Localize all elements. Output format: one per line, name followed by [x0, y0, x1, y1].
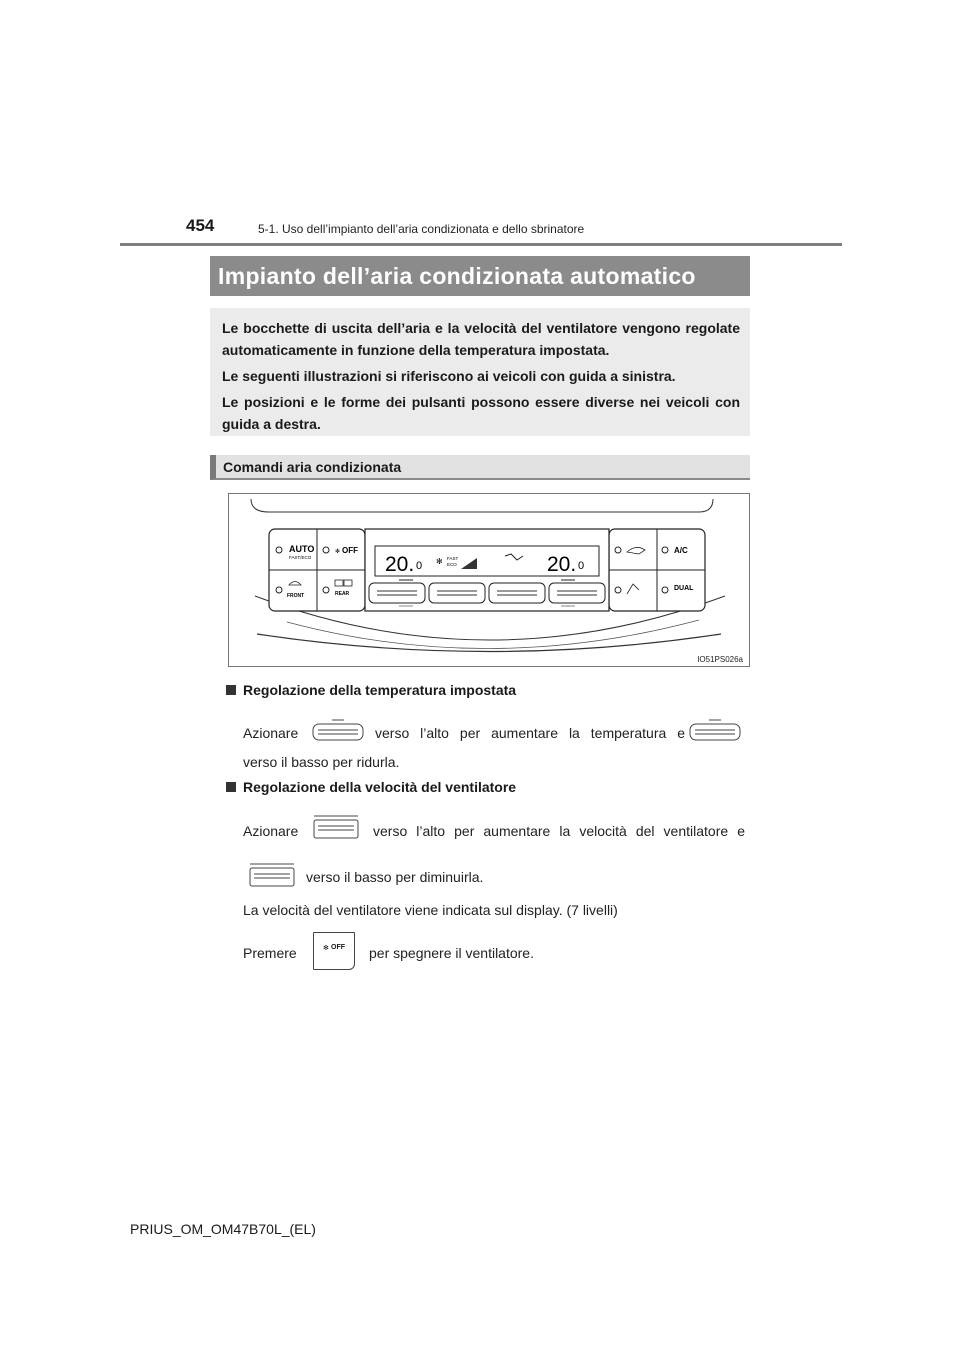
fan-off-text-start: Premere	[243, 945, 297, 961]
page-number: 454	[186, 216, 215, 235]
auto-sub-label: FAST/ECO	[289, 555, 312, 560]
auto-button-label: AUTO	[289, 544, 315, 554]
front-button-label: FRONT	[287, 593, 305, 599]
fan-text-start: Azionare	[243, 823, 299, 839]
temperature-text-down: verso il basso per ridurla.	[243, 754, 400, 770]
bullet-square	[226, 685, 236, 695]
ac-button-label: A/C	[674, 546, 688, 555]
panel-illustration	[229, 494, 749, 666]
intro-paragraph-2: Le seguenti illustrazioni si riferiscono ai veicoli con guida a sinistra.	[222, 368, 676, 384]
temperature-text-start: Azionare	[243, 725, 299, 741]
fan-speed-rocker-left[interactable]	[429, 583, 485, 603]
fan-speed-heading-text: Regolazione della velocità del ventilatore	[243, 779, 517, 795]
subsection-heading: Comandi aria condizionata	[210, 455, 750, 480]
fan-speed-heading	[226, 779, 516, 795]
dual-button-label: DUAL	[674, 585, 694, 592]
intro-box	[210, 308, 750, 436]
fan-off-icon-label: OFF	[331, 944, 345, 951]
fan-icon: ✻	[323, 944, 329, 952]
right-temperature-readout: 20.	[547, 553, 577, 576]
footer-doc-code: PRIUS_OM_OM47B70L_(EL)	[130, 1221, 316, 1237]
right-temperature-rocker[interactable]	[549, 583, 605, 603]
temperature-rocker-icon	[312, 719, 364, 743]
section-title: Impianto dell’aria condizionata automatico	[210, 256, 750, 296]
bullet-square	[226, 782, 236, 792]
fan-text-up: verso l’alto per aumentare la velocità del ventilatore e	[373, 823, 745, 839]
temperature-rocker-down-icon	[689, 719, 741, 743]
right-temperature-decimal: 0	[578, 560, 585, 572]
fan-off-button-icon	[313, 932, 355, 970]
header-rule	[120, 243, 842, 246]
display-fast-label: FAST	[447, 556, 459, 561]
fan-text-down: verso il basso per diminuirla.	[306, 869, 484, 885]
fan-off-label: OFF	[342, 546, 358, 555]
display-fan-icon: ✻	[436, 557, 443, 566]
left-temperature-decimal: 0	[416, 560, 423, 572]
display-eco-label: ECO	[447, 562, 457, 567]
temperature-heading-text: Regolazione della temperatura impostata	[243, 682, 517, 698]
running-header: 5-1. Uso dell’impianto dell’aria condizionata e dello sbrinatore	[258, 222, 585, 236]
climate-control-panel-figure	[228, 493, 750, 667]
intro-paragraph-3: Le posizioni e le forme dei pulsanti possono essere diverse nei veicoli con guida a destra.	[222, 394, 740, 432]
intro-paragraph-1: Le bocchette di uscita dell’aria e la velocità del ventilatore vengono regolate automaticamente in funzione della temperatura impostata.	[222, 320, 740, 358]
rear-button-label: REAR	[335, 591, 350, 597]
fan-speed-rocker-right[interactable]	[489, 583, 545, 603]
fan-rocker-icon	[313, 814, 359, 842]
temperature-heading	[226, 682, 516, 698]
fan-off-text-end: per spegnere il ventilatore.	[369, 945, 534, 961]
figure-code: IO51PS026a	[697, 655, 743, 664]
temperature-text-up: verso l’alto per aumentare la temperatura e	[375, 725, 685, 741]
fan-rocker-down-icon	[249, 862, 295, 890]
fan-icon: ✻	[335, 548, 341, 555]
left-temperature-rocker[interactable]	[369, 583, 425, 603]
fan-levels-note: La velocità del ventilatore viene indicata sul display. (7 livelli)	[243, 902, 618, 918]
left-temperature-readout: 20.	[385, 553, 415, 576]
